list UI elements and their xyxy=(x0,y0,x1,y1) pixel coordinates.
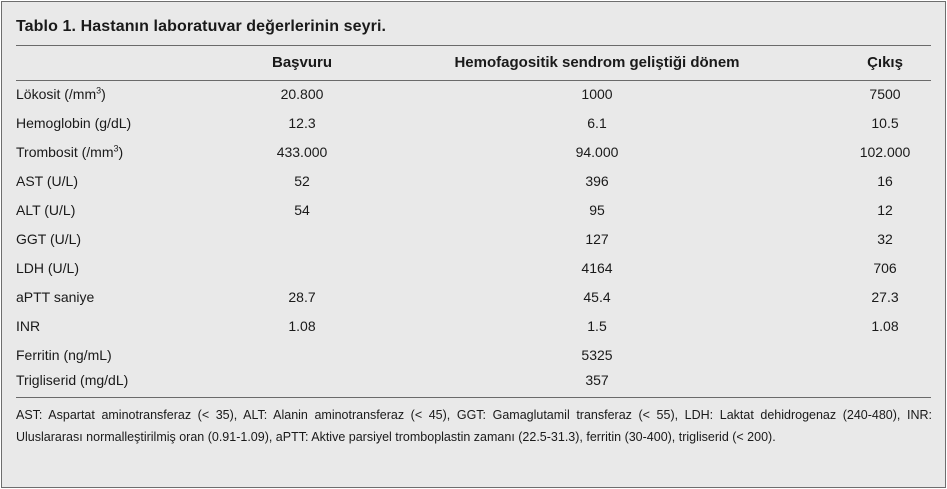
cell-cikis: 7500 xyxy=(869,86,901,102)
row-label: Trombosit $(/mm^3)$ xyxy=(16,143,124,160)
cell-basvuru: 28.7 xyxy=(288,289,316,305)
cell-hemofagositik: 94.000 xyxy=(575,144,619,160)
cell-cikis: 706 xyxy=(873,260,897,276)
cell-hemofagositik: 5325 xyxy=(581,347,613,363)
row-label: Trigliserid (mg/dL) xyxy=(16,372,129,388)
table-row xyxy=(2,115,945,144)
row-label: Ferritin (ng/mL) xyxy=(16,347,112,363)
cell-hemofagositik: 4164 xyxy=(581,260,613,276)
cell-cikis: 102.000 xyxy=(859,144,911,160)
table-row xyxy=(2,86,945,115)
cell-hemofagositik: 127 xyxy=(585,231,609,247)
cell-cikis: 12 xyxy=(877,202,893,218)
header-basvuru: Başvuru xyxy=(271,54,333,71)
cell-hemofagositik: 95 xyxy=(589,202,605,218)
table-title: Tablo 1. Hastanın laboratuvar değerlerinin seyri. xyxy=(16,18,387,35)
cell-hemofagositik: 45.4 xyxy=(583,289,611,305)
cell-basvuru: 52 xyxy=(294,173,310,189)
cell-cikis: 10.5 xyxy=(871,115,899,131)
cell-hemofagositik: 6.1 xyxy=(587,115,607,131)
table-row xyxy=(2,173,945,202)
table-row xyxy=(2,202,945,231)
cell-cikis: 1.08 xyxy=(871,318,899,334)
row-label: INR xyxy=(16,318,41,334)
row-label: GGT (U/L) xyxy=(16,231,82,247)
cell-basvuru: 433.000 xyxy=(276,144,328,160)
footnote-divider xyxy=(16,397,931,398)
row-label: Hemoglobin (g/dL) xyxy=(16,115,132,131)
cell-basvuru: 20.800 xyxy=(280,86,324,102)
row-label: aPTT saniye xyxy=(16,289,95,305)
table-row xyxy=(2,289,945,318)
cell-cikis: 32 xyxy=(877,231,893,247)
table-row xyxy=(2,260,945,289)
cell-basvuru: 54 xyxy=(294,202,310,218)
table-frame xyxy=(1,1,946,488)
title-divider xyxy=(16,45,931,46)
header-cikis: Çıkış xyxy=(867,54,903,71)
table-row xyxy=(2,144,945,173)
cell-hemofagositik: 396 xyxy=(585,173,609,189)
table-row xyxy=(2,231,945,260)
cell-hemofagositik: 1000 xyxy=(581,86,613,102)
cell-cikis: 27.3 xyxy=(871,289,899,305)
cell-basvuru: 12.3 xyxy=(288,115,316,131)
header-hemofagositik: Hemofagositik sendrom geliştiği dönem xyxy=(454,54,740,71)
table-footnote: AST: Aspartat aminotransferaz (< 35), ALT: Alanin aminotransferaz (< 45), GGT: Gamaglutamil transferaz (< 55), LDH: Laktat dehidrogenaz (240-480), INR: Uluslararası normalleştirilmiş oran (0.91-1.09), aPTT: Aktive parsiyel tromboplastin zamanı (22.5-31.3), ferritin (30-400), trigliserid (< 200). xyxy=(16,408,932,444)
row-label: ALT (U/L) xyxy=(16,202,76,218)
header-divider xyxy=(16,80,931,81)
table-row xyxy=(2,318,945,347)
cell-cikis: 16 xyxy=(877,173,893,189)
cell-hemofagositik: 357 xyxy=(585,372,609,388)
row-label: AST (U/L) xyxy=(16,173,78,189)
row-label: LDH (U/L) xyxy=(16,260,80,276)
row-label: Lökosit $(/mm^3)$ xyxy=(16,85,106,102)
cell-hemofagositik: 1.5 xyxy=(587,318,607,334)
cell-basvuru: 1.08 xyxy=(288,318,316,334)
